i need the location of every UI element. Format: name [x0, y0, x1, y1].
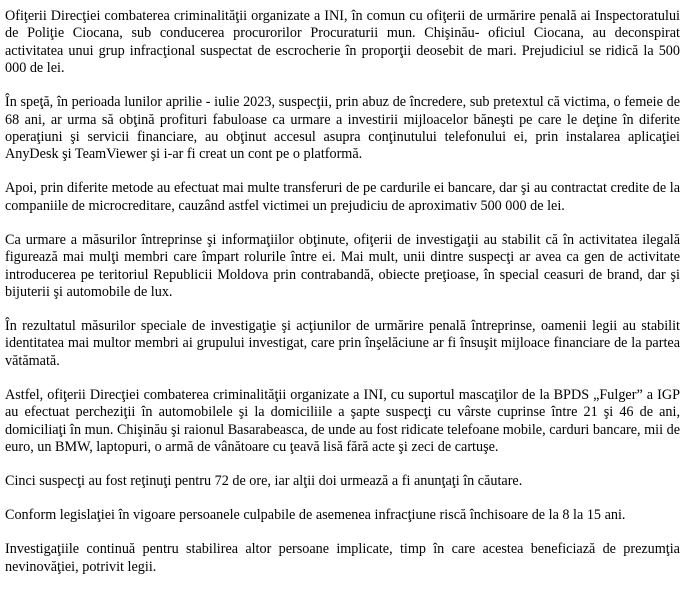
paragraph-penalty: Conform legislaţiei în vigoare persoanele culpabile de asemenea infracţiune riscă închisoare de la 8 la 15 ani.	[5, 507, 626, 524]
paragraph-case-details: În speţă, în perioada lunilor aprilie - iulie 2023, suspecţii, prin abuz de încredere, sub pretextul că victima, o femeie de 68 ani, ar urma să obţină profituri fabuloase ca urmare a investirii mijloacelor băneşti pe care le deţine în diferite operaţiuni şi servicii financiare, au obţinut accesul asupra conţinutului telefonului ei, prin instalarea aplicaţiei AnyDesk şi TeamViewer şi i-ar fi creat un cont pe o platformă.	[5, 94, 680, 163]
paragraph-ongoing: Investigaţiile continuă pentru stabilirea altor persoane implicate, timp în care acestea beneficiază de prezumţia nevinovăţiei, potrivit legii.	[5, 541, 680, 575]
paragraph-investigation-findings: Ca urmare a măsurilor întreprinse şi informaţiilor obţinute, ofiţerii de investigaţii au stabilit că în activitatea ilegală figurează mai mulţi membri care împart rolurile între ei. Mai mult, unii dintre suspecţi ar avea ca gen de activitate introducerea pe teritoriul Republicii Moldova prin contrabandă, obiecte preţioase, în special ceasuri de brand, dar şi bijuterii şi automobile de lux.	[5, 231, 680, 301]
paragraph-searches: Astfel, ofiţerii Direcţiei combaterea criminalităţii organizate a INI, cu suportul mascaţilor de la BPDS „Fulger” a IGP au efectuat percheziţii în automobilele şi la domiciliile a şapte suspecţi cu vârste cuprinse între 21 şi 46 de ani, domiciliaţi în mun. Chişinău şi raionul Basarabeasca, de unde au fost ridicate telefoane mobile, carduri bancare, mii de euro, un BMW, laptopuri, o armă de vânătoare cu ţeavă lisă fără acte şi zeci de cartuşe.	[5, 386, 680, 456]
paragraph-identification: În rezultatul măsurilor speciale de investigaţie şi acţiunilor de urmărire penală întreprinse, oamenii legii au stabilit identitatea mai multor membri ai grupului investigat, care prin înşelăciune ar fi însuşit mijloace financiare de la partea vătămată.	[5, 318, 680, 369]
paragraph-detentions: Cinci suspecţi au fost reţinuţi pentru 72 de ore, iar alţii doi urmează a fi anunţaţi în căutare.	[5, 473, 523, 490]
paragraph-intro: Ofiţerii Direcţiei combaterea criminalităţii organizate a INI, în comun cu ofiţerii de urmărire penală ai Inspectoratului de Poliţie Ciocana, sub conducerea procurorilor Procuraturii mun. Chişinău- oficiul Ciocana, au deconspirat activitatea unui grup infracţional suspectat de escrocherie în proporţii deosebit de mari. Prejudiciul se ridică la 500 000 de lei.	[5, 8, 680, 77]
paragraph-transfers: Apoi, prin diferite metode au efectuat mai multe transferuri de pe cardurile ei bancare, dar şi au contractat credite de la companiile de microcreditare, cauzând astfel victimei un prejudiciu de aproximativ 500 000 de lei.	[5, 180, 680, 214]
